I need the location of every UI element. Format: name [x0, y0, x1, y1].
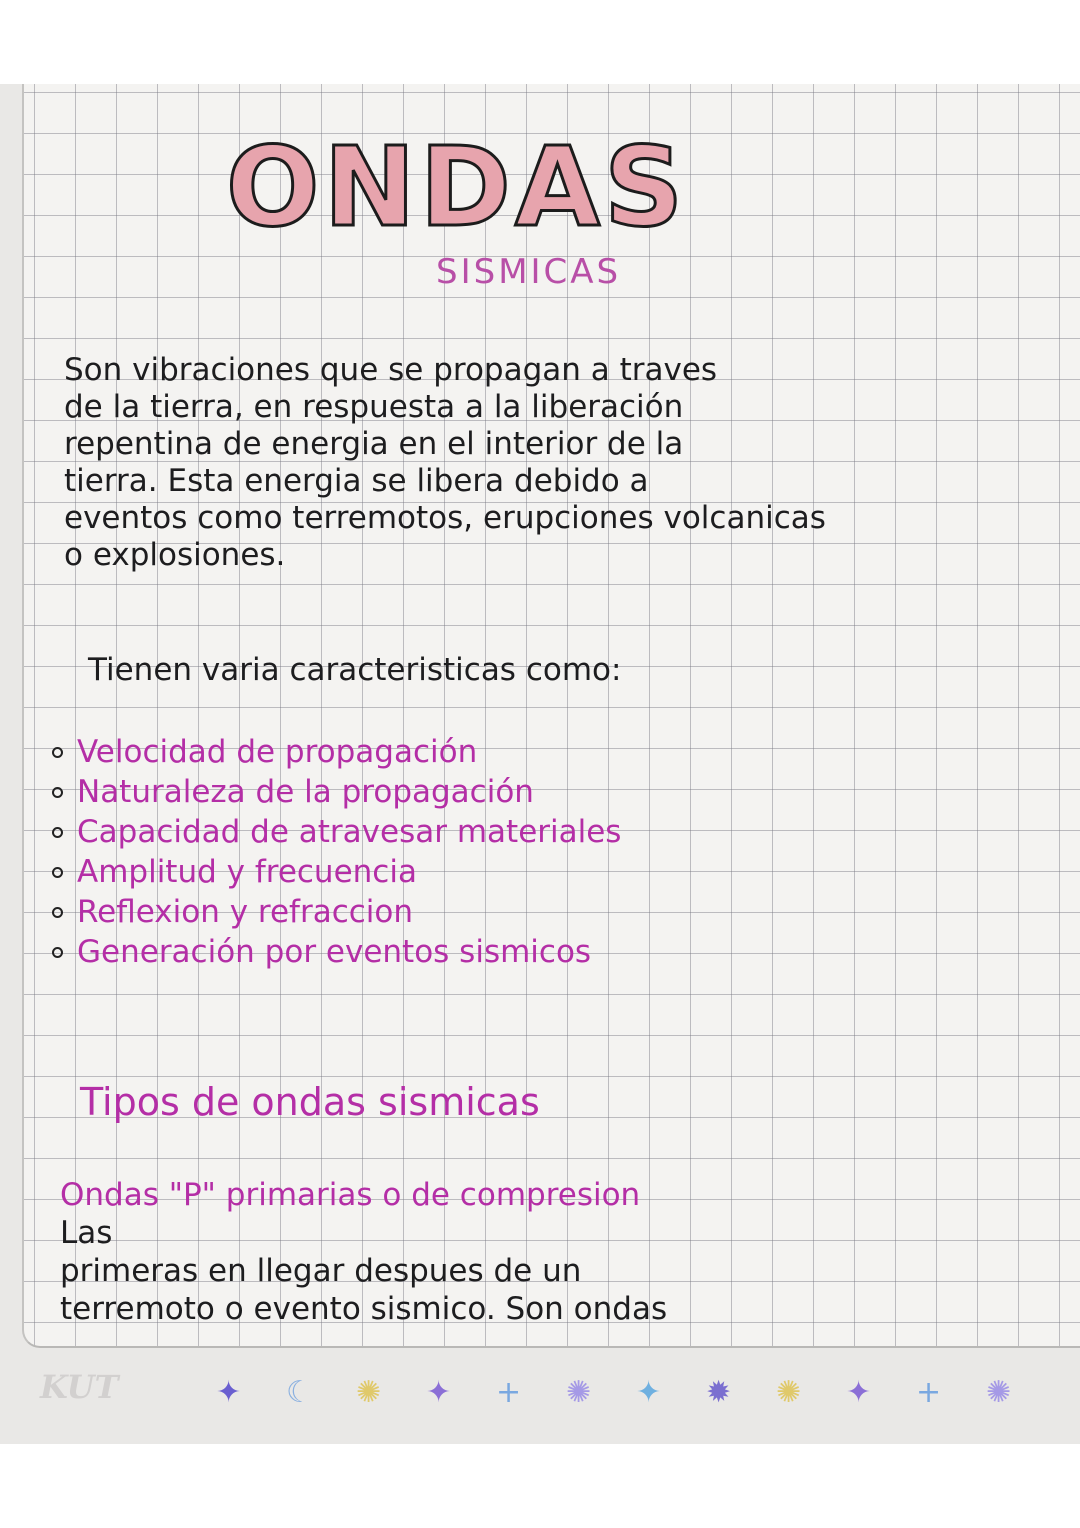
intro-line: o explosiones.: [64, 537, 286, 573]
types-line: terremoto o evento sismico. Son ondas: [60, 1291, 668, 1327]
page-subtitle: SISMICAS: [436, 252, 622, 292]
list-item: Reflexion y refraccion: [52, 892, 621, 932]
decoration-icon: +: [496, 1375, 522, 1410]
decoration-icon: ✺: [356, 1375, 382, 1410]
bullet-icon: [52, 827, 63, 838]
types-paragraph: [60, 1176, 1040, 1328]
list-item: Amplitud y frecuencia: [52, 852, 621, 892]
bullet-icon: [52, 747, 63, 758]
decoration-icon: ✺: [776, 1375, 802, 1410]
app-logo: KUT: [40, 1368, 119, 1406]
decoration-icon: ✦: [636, 1375, 662, 1410]
intro-paragraph: [64, 352, 1044, 574]
types-heading: Tipos de ondas sismicas: [80, 1080, 540, 1124]
bullet-icon: [52, 787, 63, 798]
intro-line: de la tierra, en respuesta a la liberación: [64, 389, 684, 425]
types-line: primeras en llegar despues de un: [60, 1253, 582, 1289]
decoration-icon: ✦: [846, 1375, 872, 1410]
intro-line: tierra. Esta energia se libera debido a: [64, 463, 649, 499]
intro-line: repentina de energia en el interior de la: [64, 426, 684, 462]
decoration-icon: ✺: [566, 1375, 592, 1410]
characteristics-intro: Tienen varia caracteristicas como:: [88, 652, 622, 688]
intro-line: Son vibraciones que se propagan a traves: [64, 352, 718, 388]
intro-line: eventos como terremotos, erupciones volcanicas: [64, 500, 826, 536]
decoration-icon: +: [916, 1375, 942, 1410]
bullet-icon: [52, 907, 63, 918]
bullet-icon: [52, 947, 63, 958]
decoration-icon: ✦: [216, 1375, 242, 1410]
types-rest: Las: [60, 1215, 113, 1251]
decoration-icon: ✦: [426, 1375, 452, 1410]
footer-strip: [0, 1358, 1080, 1444]
list-item: Naturaleza de la propagación: [52, 772, 621, 812]
decoration-icon: ☾: [286, 1375, 313, 1410]
list-item: Capacidad de atravesar materiales: [52, 812, 621, 852]
page-title: ONDAS: [226, 123, 688, 251]
types-highlight: Ondas "P" primarias o de compresion: [60, 1177, 641, 1213]
bullet-icon: [52, 867, 63, 878]
decoration-icon: ✹: [706, 1375, 732, 1410]
characteristics-list: [52, 732, 621, 972]
list-item: Generación por eventos sismicos: [52, 932, 621, 972]
list-item: Velocidad de propagación: [52, 732, 621, 772]
types-first-line: [60, 1176, 1040, 1252]
decoration-icon: ✺: [986, 1375, 1012, 1410]
